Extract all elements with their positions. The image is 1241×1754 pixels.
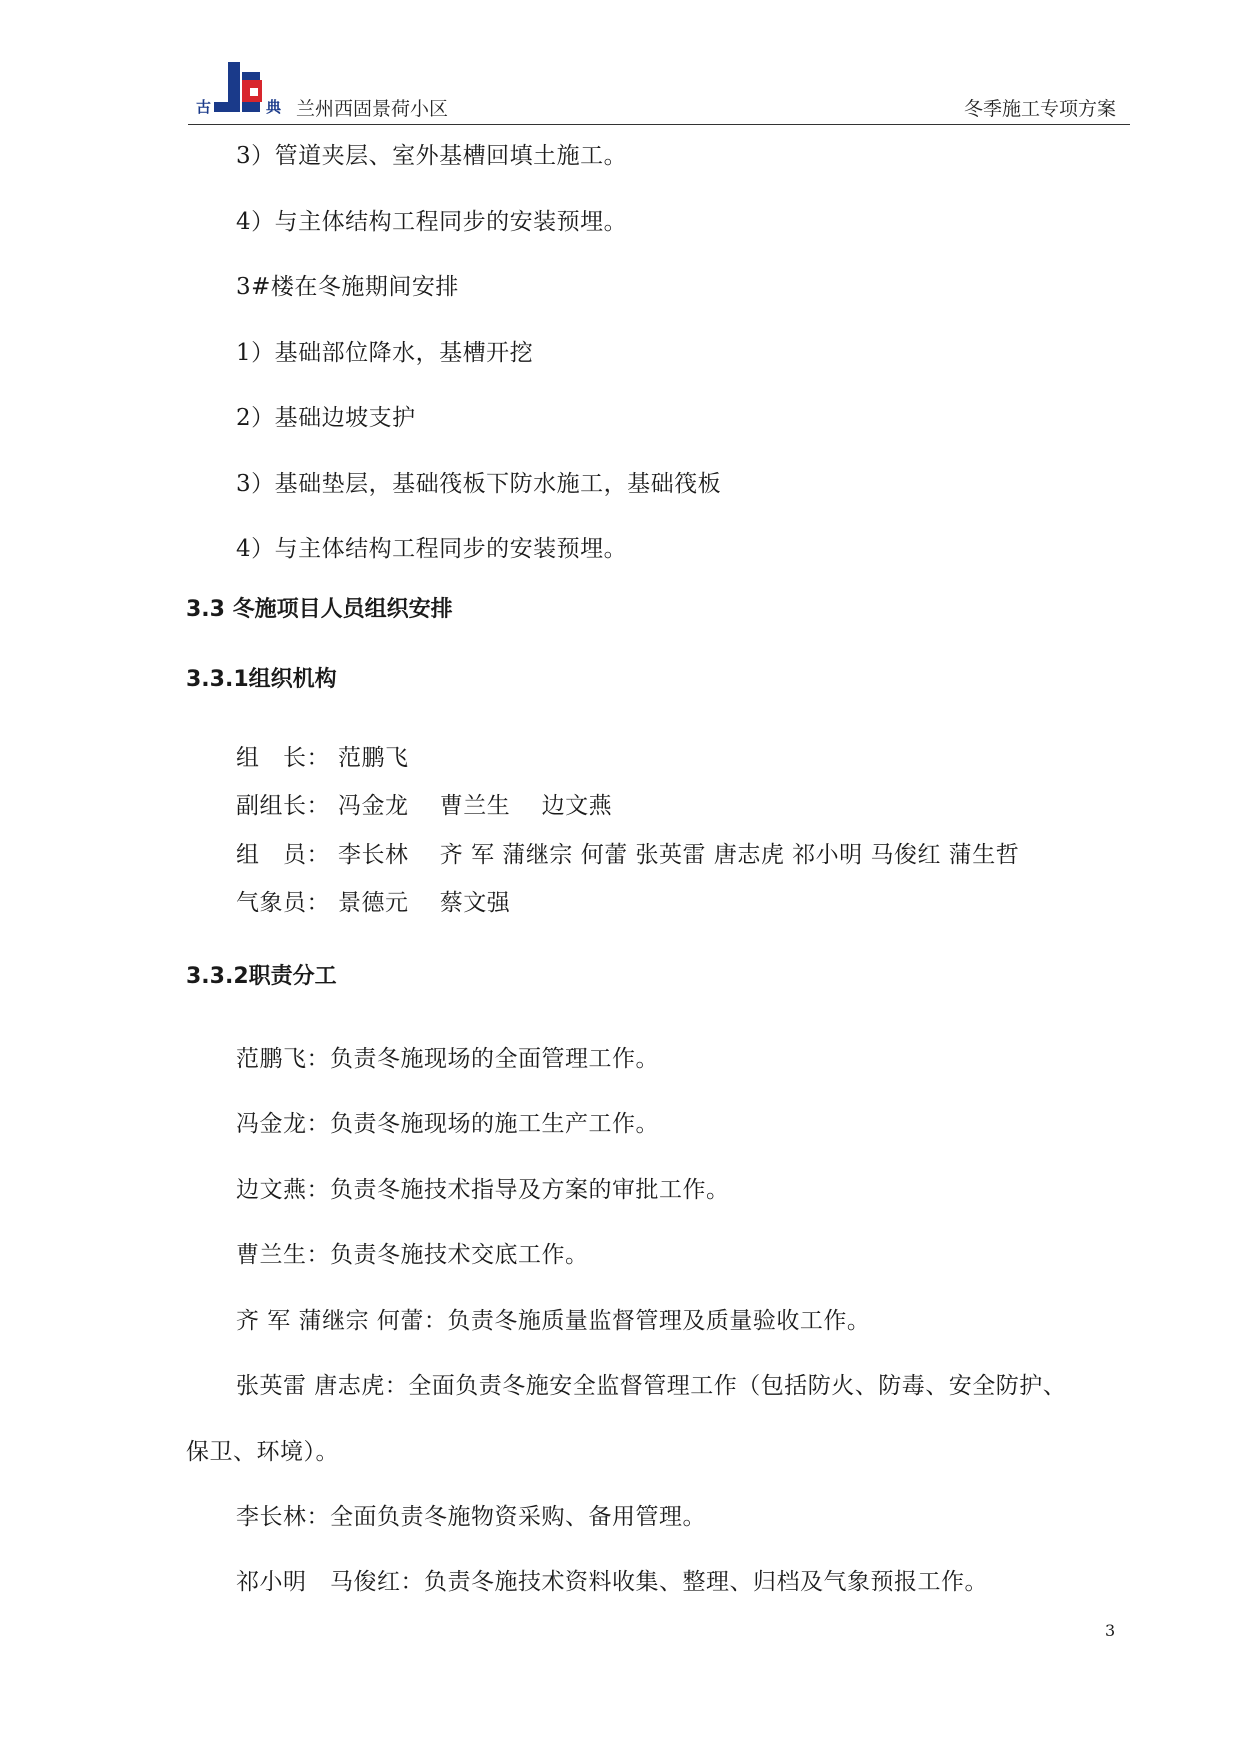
org-role-label: 副组长： bbox=[236, 793, 330, 819]
logo-left-char: 古 bbox=[196, 98, 212, 116]
duty-line: 张英雷 唐志虎：全面负责冬施安全监督管理工作（包括防火、防毒、安全防护、 bbox=[236, 1373, 1067, 1399]
page-number: 3 bbox=[1105, 1621, 1116, 1640]
org-names: 冯金龙 曹兰生 边文燕 bbox=[338, 793, 613, 819]
duty-line: 祁小明 马俊红：负责冬施技术资料收集、整理、归档及气象预报工作。 bbox=[236, 1569, 988, 1595]
list-item: 2）基础边坡支护 bbox=[236, 405, 416, 431]
duty-line: 冯金龙：负责冬施现场的施工生产工作。 bbox=[236, 1111, 659, 1137]
org-names: 范鹏飞 bbox=[338, 745, 409, 771]
org-leader-row bbox=[236, 743, 409, 773]
company-logo bbox=[196, 58, 288, 120]
list-item: 4）与主体结构工程同步的安装预埋。 bbox=[236, 536, 628, 562]
list-item: 1）基础部位降水，基槽开挖 bbox=[236, 340, 534, 366]
header-project-name: 兰州西固景荷小区 bbox=[296, 98, 449, 120]
org-names: 李长林 齐 军 蒲继宗 何蕾 张英雷 唐志虎 祁小明 马俊红 蒲生哲 bbox=[338, 842, 1020, 868]
list-item: 3）管道夹层、室外基槽回填土施工。 bbox=[236, 143, 628, 169]
section-heading: 3.3.2职责分工 bbox=[186, 964, 337, 989]
subsection-title: 3#楼在冬施期间安排 bbox=[236, 274, 459, 300]
org-deputy-row bbox=[236, 791, 612, 821]
org-role-label: 气象员： bbox=[236, 890, 330, 916]
logo-right-char: 典 bbox=[266, 98, 282, 116]
org-members-row bbox=[236, 840, 1019, 870]
list-item: 4）与主体结构工程同步的安装预埋。 bbox=[236, 209, 628, 235]
duty-line: 曹兰生：负责冬施技术交底工作。 bbox=[236, 1242, 589, 1268]
org-weather-row bbox=[236, 888, 510, 918]
list-item: 3）基础垫层，基础筏板下防水施工，基础筏板 bbox=[236, 471, 722, 497]
section-heading: 3.3 冬施项目人员组织安排 bbox=[186, 597, 453, 622]
header-divider bbox=[188, 124, 1130, 125]
header-doc-title: 冬季施工专项方案 bbox=[964, 98, 1117, 120]
duty-line: 边文燕：负责冬施技术指导及方案的审批工作。 bbox=[236, 1177, 730, 1203]
org-role-label: 组 员： bbox=[236, 842, 330, 868]
duty-line: 齐 军 蒲继宗 何蕾：负责冬施质量监督管理及质量验收工作。 bbox=[236, 1308, 871, 1334]
duty-line: 范鹏飞：负责冬施现场的全面管理工作。 bbox=[236, 1046, 659, 1072]
duty-line-continuation: 保卫、环境）。 bbox=[186, 1439, 339, 1465]
org-names: 景德元 蔡文强 bbox=[338, 890, 511, 916]
org-role-label: 组 长： bbox=[236, 745, 330, 771]
section-heading: 3.3.1组织机构 bbox=[186, 667, 337, 692]
duty-line: 李长林：全面负责冬施物资采购、备用管理。 bbox=[236, 1504, 706, 1530]
